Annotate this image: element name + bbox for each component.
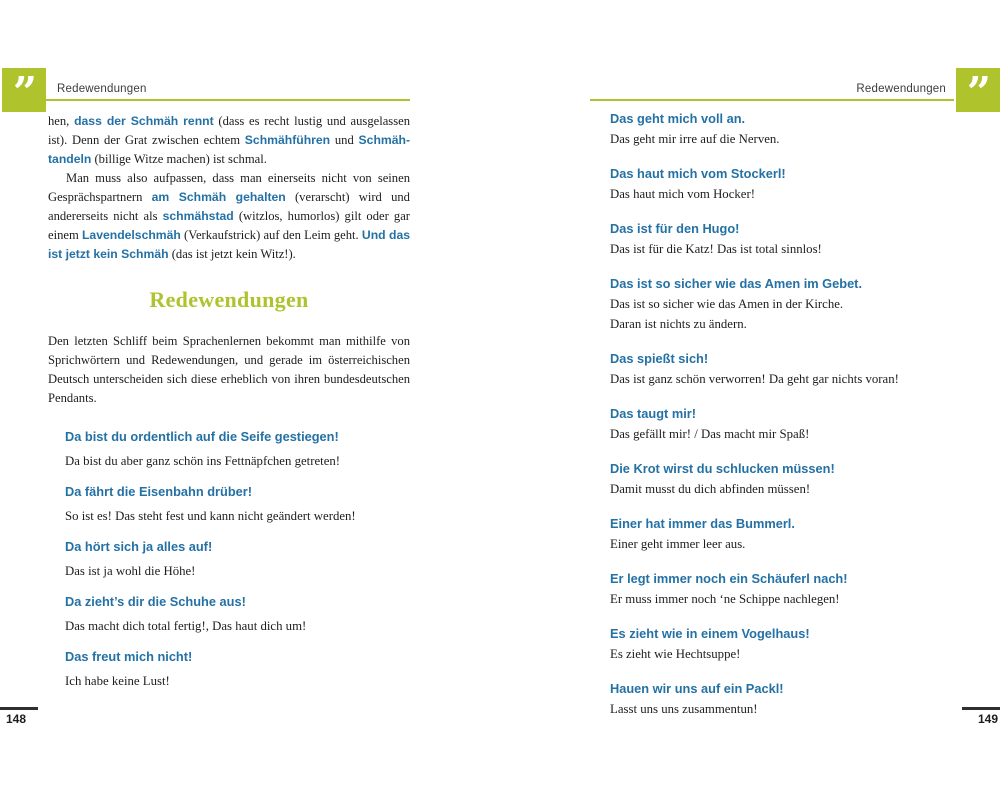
idiom-group [610,349,955,389]
idiom-group [610,514,955,554]
idiom-explanation: Das geht mir irre auf die Nerven. [610,132,780,146]
text-segment: Man muss also aufpassen, dass man einerseits nicht von seinen Gesprächspartnern [48,171,410,204]
idiom-explanation: Das ist ja wohl die Höhe! [65,564,196,578]
idiom-phrase: Da hört sich ja alles auf! [65,539,213,554]
body-paragraph [48,112,410,169]
idiom-explanation: Das ist für die Katz! Das ist total sinnlos! [610,242,822,256]
highlighted-phrase: Lavendelschmäh [81,228,181,242]
text-segment: hen, [48,114,75,128]
continuation-paragraphs [48,112,410,264]
idiom-phrase: Das haut mich vom Stockerl! [610,166,786,181]
highlighted-phrase: Und das ist jetzt kein Schmäh [48,228,411,261]
idiom-explanation: Das ist so sicher wie das Amen in der Kirche. [610,297,844,311]
idiom-group [610,164,955,204]
idiom-group [65,480,410,528]
page-number-right: 149 [977,712,998,726]
idiom-explanation: Das ist ganz schön verworren! Da geht gar nichts voran! [610,372,899,386]
page-number-left: 148 [6,712,27,726]
quote-marks-icon: ” [12,68,36,117]
idiom-phrase: Die Krot wirst du schlucken müssen! [610,461,835,476]
idiom-phrase: Das geht mich voll an. [610,111,746,126]
idiom-group [610,679,955,719]
idiom-phrase: Einer hat immer das Bummerl. [610,516,795,531]
running-header-left: Redewendungen [57,83,147,95]
idiom-group [610,459,955,499]
idiom-group [65,645,410,693]
idiom-explanation: Das gefällt mir! / Das macht mir Spaß! [610,427,810,441]
idiom-explanation: Das haut mich vom Hocker! [610,187,755,201]
idiom-group [610,404,955,444]
idiom-explanation: Das macht dich total fertig!, Das haut dich um! [65,619,307,633]
header-rule-right [590,99,954,101]
idiom-phrase: Das freut mich nicht! [65,649,193,664]
footer-rule-left [0,707,38,710]
body-paragraph [48,169,410,264]
idiom-phrase: Da bist du ordentlich auf die Seife gestiegen! [65,429,339,444]
idiom-phrase: Da fährt die Eisenbahn drüber! [65,484,253,499]
text-segment: und [330,133,359,147]
highlighted-phrase: Schmähführen [244,133,331,147]
text-segment: (billige Witze machen) ist schmal. [91,152,267,166]
idiom-group [65,590,410,638]
idiom-group [610,569,955,609]
highlighted-phrase: dass der Schmäh rennt [74,114,214,128]
left-page-column [48,112,410,700]
idiom-phrase: Er legt immer noch ein Schäuferl nach! [610,571,848,586]
idiom-phrase: Das taugt mir! [610,406,697,421]
idiom-explanation: Es zieht wie Hechtsuppe! [610,647,741,661]
idiom-group [65,425,410,473]
idiom-phrase: Das ist so sicher wie das Amen im Gebet. [610,276,863,291]
idiom-explanation: Er muss immer noch ‘ne Schippe nachlegen! [610,592,840,606]
idiom-explanation: Ich habe keine Lust! [65,674,170,688]
idiom-explanation: So ist es! Das steht fest und kann nicht geändert werden! [65,509,356,523]
idiom-phrase: Hauen wir uns auf ein Packl! [610,681,784,696]
idiom-explanation: Damit musst du dich abfinden müssen! [610,482,811,496]
idiom-group [610,109,955,149]
section-heading: Redewendungen [149,287,309,312]
highlighted-phrase: am Schmäh gehalten [151,190,286,204]
idiom-phrase: Da zieht’s dir die Schuhe aus! [65,594,246,609]
idiom-phrase: Das ist für den Hugo! [610,221,740,236]
idiom-group [610,219,955,259]
idiom-explanation: Einer geht immer leer aus. [610,537,746,551]
idiom-list-right [610,109,955,719]
idiom-explanation: Lasst uns uns zusammentun! [610,702,758,716]
idiom-phrase: Das spießt sich! [610,351,709,366]
idiom-explanation: Daran ist nichts zu ändern. [610,317,747,331]
highlighted-phrase: Schmähtandeln [48,133,411,166]
chapter-quote-badge-right [956,68,1000,117]
idiom-group [610,624,955,664]
text-segment: (witzlos, humorlos) gilt oder gar einem [48,209,410,242]
idiom-group [610,274,955,334]
running-header-right: Redewendungen [856,83,946,95]
right-page-column [610,109,955,734]
idiom-group [65,535,410,583]
text-segment: (Verkaufstrick) auf den Leim geht. [180,228,362,242]
footer-rule-right [962,707,1000,710]
intro-paragraph [48,332,410,408]
text-segment: (verarscht) wird und andererseits nicht als [48,190,410,223]
idiom-explanation: Da bist du aber ganz schön ins Fettnäpfchen getreten! [65,454,341,468]
body-paragraph [48,332,410,408]
text-segment: (dass es recht lustig und ausgelassen ist). Denn der Grat zwischen echtem [48,114,410,147]
quote-marks-icon: ” [966,68,990,117]
text-segment: Den letzten Schliff beim Sprachenlernen bekommt man mithilfe von Sprichwörtern und Redewendungen, und gerade im österreichischen Deutsch unterscheiden sich diese erheblich von ihren bundesdeutschen Pendants. [48,334,410,405]
text-segment: (das ist jetzt kein Witz!). [168,247,296,261]
chapter-quote-badge-left [2,68,46,117]
idiom-list-left [65,425,410,693]
highlighted-phrase: schmähstad [162,209,234,223]
idiom-phrase: Es zieht wie in einem Vogelhaus! [610,626,810,641]
header-rule-left [46,99,410,101]
